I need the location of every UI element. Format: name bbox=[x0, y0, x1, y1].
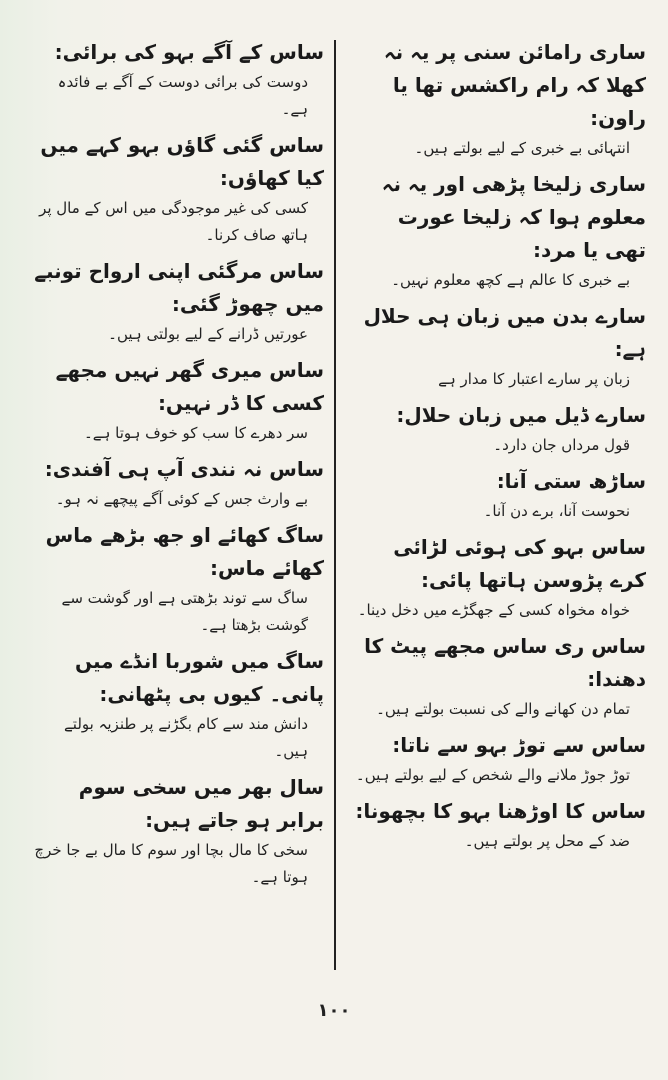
proverb-entry bbox=[32, 354, 324, 447]
proverb-entry bbox=[354, 531, 646, 624]
proverb-entry bbox=[32, 36, 324, 123]
proverb-term: ساس ری ساس مجھے پیٹ کا دھندا: bbox=[364, 634, 646, 691]
proverb-definition: دوست کی برائی دوست کے آگے بے فائدہ ہے۔ bbox=[57, 73, 308, 118]
proverb-term: سال بھر میں سخی سوم برابر ہو جاتے ہیں: bbox=[78, 775, 324, 832]
proverb-entry bbox=[32, 129, 324, 249]
proverb-definition: انتہائی بے خبری کے لیے بولتے ہیں۔ bbox=[414, 139, 630, 157]
proverb-entry bbox=[354, 795, 646, 855]
proverb-entry bbox=[32, 771, 324, 891]
proverb-entry bbox=[354, 729, 646, 789]
proverb-term: ساس نہ نندی آپ ہی آفندی: bbox=[44, 457, 324, 481]
proverb-definition: خواہ مخواہ کسی کے جھگڑے میں دخل دینا۔ bbox=[357, 601, 630, 619]
proverb-definition: بے خبری کا عالم ہے کچھ معلوم نہیں۔ bbox=[391, 271, 630, 289]
proverb-term: ساس سے توڑ بہو سے ناتا: bbox=[392, 733, 646, 757]
proverb-term: ساس بہو کی ہوئی لڑائی کرے پڑوسن ہاتھا پائی: bbox=[393, 535, 646, 592]
proverb-definition: ضد کے محل پر بولتے ہیں۔ bbox=[464, 832, 630, 850]
proverb-term: ساری رامائن سنی پر یہ نہ کھلا کہ رام راکشس تھا یا راون: bbox=[383, 40, 646, 130]
proverb-definition: توڑ جوڑ ملانے والے شخص کے لیے بولتے ہیں۔ bbox=[355, 766, 630, 784]
proverb-entry bbox=[32, 519, 324, 639]
proverb-entry bbox=[32, 645, 324, 765]
proverb-definition: قول مرداں جان دارد۔ bbox=[493, 436, 630, 454]
proverb-term: سارے ڈیل میں زبان حلال: bbox=[396, 403, 646, 427]
proverb-term: ساس گئی گاؤں بہو کہے میں کیا کھاؤں: bbox=[40, 133, 324, 190]
proverb-entry bbox=[32, 255, 324, 348]
proverb-entry bbox=[32, 453, 324, 513]
column-divider bbox=[334, 40, 336, 970]
proverb-entry bbox=[354, 168, 646, 294]
proverb-term: ساس میری گھر نہیں مجھے کسی کا ڈر نہیں: bbox=[55, 358, 324, 415]
proverb-term: سارے بدن میں زبان ہی حلال ہے: bbox=[363, 304, 646, 361]
proverb-term: ساس کے آگے بہو کی برائی: bbox=[54, 40, 324, 64]
proverb-term: ساگ میں شوربا انڈے میں پانی۔ کیوں بی پٹھانی: bbox=[75, 649, 324, 706]
proverb-definition: سر دھرے کا سب کو خوف ہوتا ہے۔ bbox=[84, 424, 308, 442]
proverb-definition: نحوست آنا، برے دن آنا۔ bbox=[483, 502, 630, 520]
proverb-definition: عورتیں ڈرانے کے لیے بولتی ہیں۔ bbox=[108, 325, 308, 343]
proverb-definition: دانش مند سے کام بگڑنے پر طنزیہ بولتے ہیں۔ bbox=[64, 715, 308, 760]
proverb-entry bbox=[354, 300, 646, 393]
proverb-definition: تمام دن کھانے والے کی نسبت بولتے ہیں۔ bbox=[376, 700, 630, 718]
proverb-term: ساری زلیخا پڑھی اور یہ نہ معلوم ہوا کہ زلیخا عورت تھی یا مرد: bbox=[381, 172, 646, 262]
right-column bbox=[354, 36, 646, 976]
proverb-entry bbox=[354, 465, 646, 525]
proverb-entry bbox=[354, 630, 646, 723]
proverb-term: ساڑھ ستی آنا: bbox=[496, 469, 646, 493]
proverb-definition: بے وارث جس کے کوئی آگے پیچھے نہ ہو۔ bbox=[55, 490, 308, 508]
proverb-term: ساس مرگئی اپنی ارواح تونبے میں چھوڑ گئی: bbox=[34, 259, 324, 316]
page-number: ۱۰۰ bbox=[317, 1000, 351, 1021]
proverb-term: ساس کا اوڑھنا بہو کا بچھونا: bbox=[355, 799, 646, 823]
proverb-definition: سخی کا مال بچا اور سوم کا مال بے جا خرچ ہوتا ہے۔ bbox=[34, 841, 308, 886]
proverb-definition: ساگ سے توند بڑھتی ہے اور گوشت سے گوشت بڑھتا ہے۔ bbox=[61, 589, 308, 634]
left-column bbox=[24, 36, 324, 976]
proverb-definition: زبان پر سارے اعتبار کا مدار ہے bbox=[438, 370, 630, 388]
proverb-definition: کسی کی غیر موجودگی میں اس کے مال پر ہاتھ صاف کرنا۔ bbox=[39, 199, 308, 244]
proverb-term: ساگ کھائے او جھ بڑھے ماس کھائے ماس: bbox=[45, 523, 324, 580]
proverb-entry bbox=[354, 399, 646, 459]
proverb-entry bbox=[354, 36, 646, 162]
